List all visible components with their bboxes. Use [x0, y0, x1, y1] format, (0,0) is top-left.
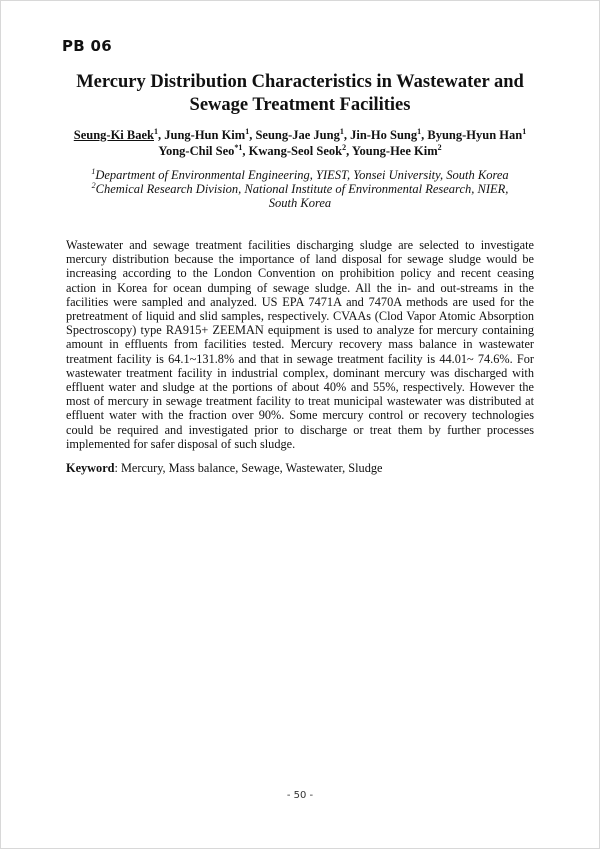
author-list [60, 127, 540, 159]
author-sup: 1 [522, 126, 527, 136]
author-sup: 2 [437, 142, 442, 152]
paper-title: Mercury Distribution Characteristics in Wastewater and Sewage Treatment Facilities [76, 72, 524, 115]
keyword-list: Mercury, Mass balance, Sewage, Wastewater, Sludge [121, 461, 383, 475]
author-name: Young-Hee Kim [351, 144, 438, 158]
author-name: Kwang-Seol Seok [248, 144, 343, 158]
author-sup: 1 [245, 126, 250, 136]
affiliation-1 [80, 168, 520, 182]
abstract-text: Wastewater and sewage treatment facilities discharging sludge are selected to investigate mercury distribution because the importance of land disposal for sewage sludge would be increasing according to the London Convention on prohibition policy and recent ceasing action in Korea for ocean dumping of sewage sludge. All the in- and out-streams in the facilities were sampled and analyzed. US EPA 7471A and 7470A methods are used for the pretreatment of liquid and slid samples, respectively. CVAAs (Clod Vapor Atomic Absorption Spectroscopy) type RA915+ ZEEMAN equipment is used to analyze for mercury containing amount in effluents from facilities tested. Mercury recovery mass balance in wastewater treatment facility is 64.1~131.8% and that in sewage treatment facility is 44.01~ 74.6%. For wastewater treatment facility in industrial complex, dominant mercury was discharged with effluent water and sludge at the portions of about 40% and 55%, respectively. However the most of mercury in sewage treatment facility to treat municipal wastewater was distributed at effluent water with the fraction over 90%. Some mercury control or recovery technologies could be required and investigated prior to discharge or treat them by further processes implemented for safer disposal of such sludge. [66, 238, 534, 451]
affiliations [80, 168, 520, 210]
author-name: Yong-Chil Seo [158, 144, 235, 158]
author [352, 144, 442, 158]
author [74, 128, 164, 142]
author-sup: *1 [234, 142, 243, 152]
author-sup: 2 [342, 142, 347, 152]
author-sup: 1 [154, 126, 158, 136]
author-sep: , [158, 128, 165, 142]
author [427, 128, 526, 142]
author [350, 128, 427, 142]
poster-label: PB 06 [62, 37, 113, 55]
author-name: Jin-Ho Sung [350, 128, 418, 142]
author [255, 128, 350, 142]
author-sep: , [343, 128, 351, 142]
author-name: Seung-Ki Baek [73, 128, 154, 142]
keywords [66, 461, 534, 476]
author [164, 128, 255, 142]
affiliation-2-cont: South Korea [268, 196, 332, 210]
author-sep: , [421, 128, 428, 142]
author-sup: 1 [339, 126, 344, 136]
affiliation-text: Chemical Research Division, National Institute of Environmental Research, NIER, [95, 182, 509, 196]
affiliation-sup: 1 [91, 166, 96, 176]
affiliation-2 [80, 182, 520, 196]
author-sep: , [249, 128, 256, 142]
page-number: - 50 - [286, 790, 314, 801]
author-line-2 [60, 143, 540, 159]
author [158, 144, 248, 158]
author-line-1 [60, 127, 540, 143]
author-sep: , [242, 144, 249, 158]
affiliation-sup: 2 [91, 180, 96, 190]
author-sup: 1 [417, 126, 422, 136]
author-name: Jung-Hun Kim [164, 128, 246, 142]
author-name: Seung-Jae Jung [255, 128, 340, 142]
author-name: Byung-Hyun Han [427, 128, 523, 142]
author-sep: , [346, 144, 352, 158]
keyword-sep: : [114, 461, 121, 475]
affiliation-text: Department of Environmental Engineering, YIEST, Yonsei University, South Korea [95, 168, 509, 182]
author [249, 144, 352, 158]
keyword-label: Keyword [66, 461, 115, 475]
